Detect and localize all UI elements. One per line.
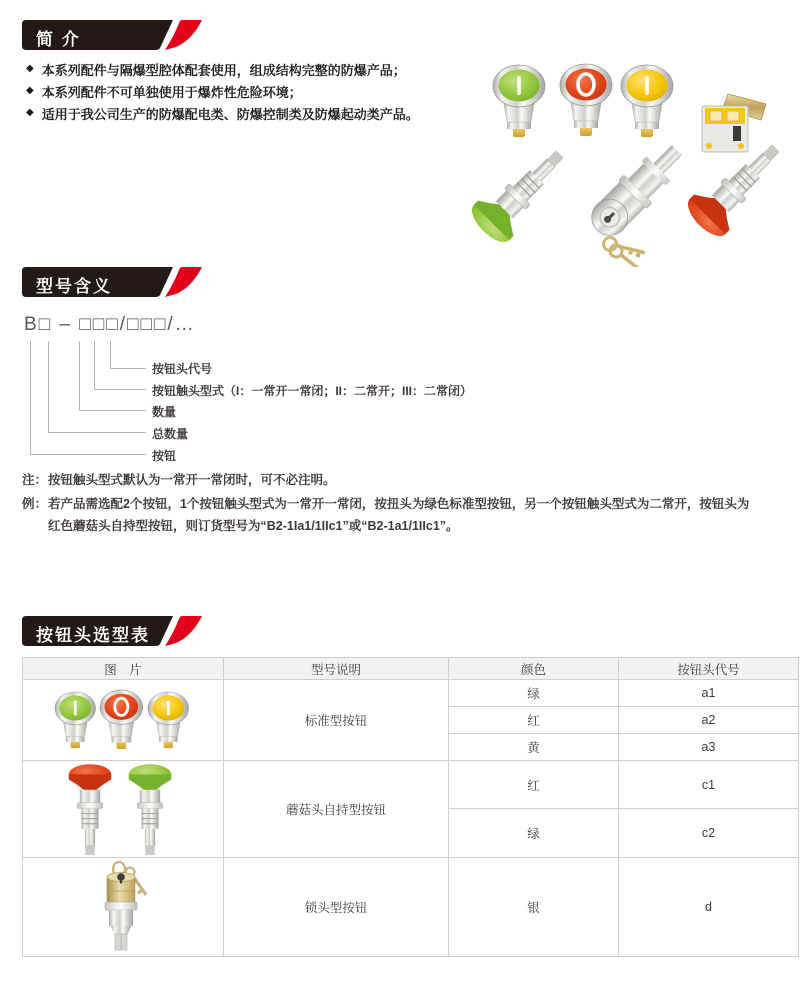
note-prefix: 注：: [22, 473, 48, 487]
color-cell: 黄: [449, 734, 619, 761]
photo-mushroom-button-green: [465, 137, 577, 249]
diagram-line: [48, 432, 146, 433]
diagram-label: 总数量: [152, 427, 189, 441]
list-item: [26, 104, 456, 126]
table-row: [23, 680, 799, 707]
diagram-line: [94, 389, 146, 390]
diagram-line: [48, 341, 49, 432]
diamond-bullet-icon: ◆: [26, 107, 34, 118]
selection-title: 按钮头选型表: [36, 626, 150, 645]
diagram-line: [30, 454, 146, 455]
bullet-text: 本系列配件与隔爆型腔体配套使用，组成结构完整的防爆产品；: [41, 63, 406, 78]
selection-table: [22, 657, 799, 957]
intro-title: 简 介: [36, 30, 81, 49]
model-title: 型号含义: [36, 277, 112, 296]
model-code: B□ – □□□/□□□/…: [24, 314, 196, 335]
model-name-cell: 锁头型按钮: [224, 858, 449, 957]
diagram-line: [110, 341, 111, 368]
diagram-line: [110, 368, 146, 369]
photo-contact-block: [702, 94, 766, 152]
list-item: [26, 82, 456, 104]
diagram-label: 按钮: [152, 449, 177, 463]
standard-buttons-image: [23, 680, 224, 761]
diagram-line: [30, 341, 31, 454]
photo-standard-button-yellow: [621, 65, 673, 137]
example-line2: 红色蘑菇头自持型按钮，则订货型号为“B2-1Ia1/1IIc1”或“B2-1a1/1IIc1”。: [48, 519, 459, 533]
color-cell: 绿: [449, 809, 619, 858]
bullet-text: 本系列配件不可单独使用于爆炸性危险环境；: [41, 85, 302, 100]
diagram-line: [94, 341, 95, 389]
photo-key-button: [583, 136, 691, 244]
diamond-bullet-icon: ◆: [26, 63, 34, 74]
code-cell: a1: [619, 680, 799, 707]
diagram-label: 按钮头代号: [152, 362, 213, 376]
color-cell: 绿: [449, 680, 619, 707]
color-cell: 红: [449, 707, 619, 734]
code-cell: c1: [619, 761, 799, 809]
model-name-cell: 标准型按钮: [224, 680, 449, 761]
code-cell: a3: [619, 734, 799, 761]
column-header-code: 按钮头代号: [619, 658, 799, 680]
diagram-line: [79, 341, 80, 410]
code-cell: c2: [619, 809, 799, 858]
lock-button-image: [23, 858, 224, 957]
photo-standard-button-red: [560, 64, 612, 136]
example-line1: 若产品需选配2个按钮，1个按钮触头型式为一常开一常闭，按扭头为绿色标准型按钮，另一个按钮触头型式为二常开，按钮头为: [48, 497, 750, 511]
photo-keys: [602, 236, 650, 267]
intro-bullet-list: [26, 60, 456, 126]
column-header-color: 颜色: [449, 658, 619, 680]
table-row: [23, 858, 799, 957]
color-cell: 银: [449, 858, 619, 957]
intro-banner: [22, 20, 212, 50]
diagram-label: 数量: [152, 405, 177, 419]
bullet-text: 适用于我公司生产的防爆配电类、防爆控制类及防爆起动类产品。: [41, 107, 419, 122]
product-photo-illustration: [460, 52, 790, 267]
table-header-row: [23, 658, 799, 680]
example-prefix: 例：: [22, 497, 48, 511]
model-name-cell: 蘑菇头自持型按钮: [224, 761, 449, 858]
column-header-model: 型号说明: [224, 658, 449, 680]
product-photo-group: [460, 52, 790, 267]
diagram-label: 按钮触头型式（I：一常开一常闭；II：二常开；III：二常闭）: [152, 384, 473, 398]
mushroom-buttons-image: [23, 761, 224, 858]
diamond-bullet-icon: ◆: [26, 85, 34, 96]
code-cell: a2: [619, 707, 799, 734]
diagram-line: [79, 410, 146, 411]
selection-banner: [22, 616, 212, 646]
color-cell: 红: [449, 761, 619, 809]
column-header-image: 图 片: [23, 658, 224, 680]
code-cell: d: [619, 858, 799, 957]
list-item: [26, 60, 456, 82]
photo-standard-button-green: [493, 65, 545, 137]
table-row: [23, 761, 799, 809]
note-text: 按钮触头型式默认为一常开一常闭时，可不必注明。: [48, 473, 336, 487]
model-banner: [22, 267, 212, 297]
